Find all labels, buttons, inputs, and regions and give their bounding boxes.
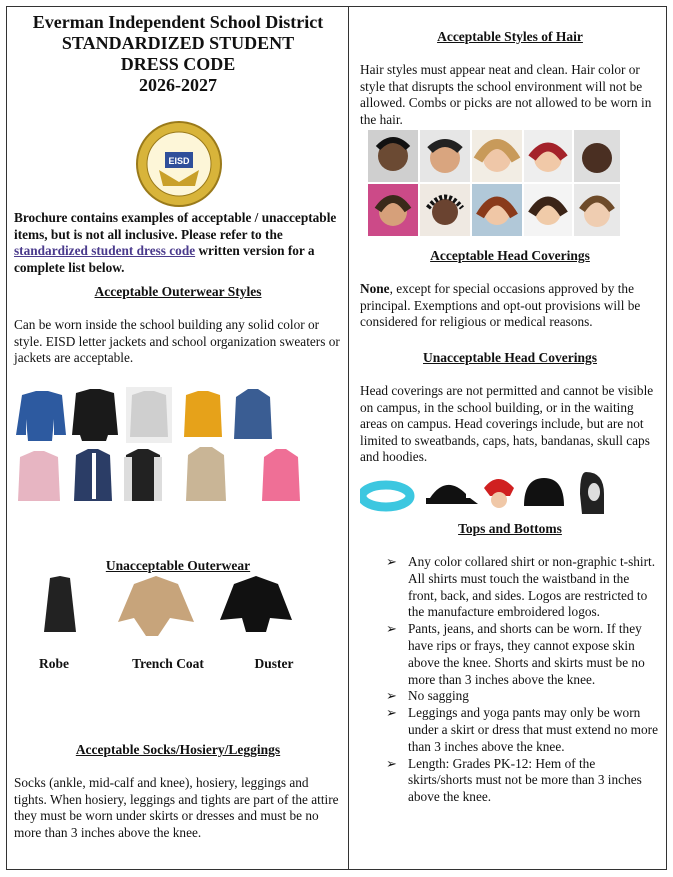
head-acceptable-text: , except for special occasions approved by the principal. Exemptions and opt-out provisions will be considered for religious or medical reasons. <box>360 281 641 329</box>
intro-text <box>14 210 342 276</box>
socks-heading: Acceptable Socks/Hosiery/Leggings <box>75 742 281 757</box>
head-acceptable-body <box>360 281 662 331</box>
letter-jacket-image <box>124 449 162 501</box>
list-item <box>386 705 660 755</box>
hair-photo-8 <box>472 184 522 236</box>
hair-style-images <box>368 130 620 236</box>
title-line-3: DRESS CODE <box>120 54 236 74</box>
arrow-bullet-icon: ➢ <box>386 755 397 771</box>
tops-bullets <box>386 554 660 806</box>
unacceptable-outerwear-heading: Unacceptable Outerwear <box>105 558 251 573</box>
duster-caption: Duster <box>254 656 294 671</box>
hair-photo-4 <box>524 130 572 182</box>
list-item-text: Leggings and yoga pants may only be worn under a skirt or dress that must extend no more than 3 inches above the knee. <box>408 705 658 754</box>
cardigan-image <box>74 449 112 501</box>
list-item <box>386 756 660 806</box>
robe-image <box>44 576 76 632</box>
tops-heading: Tops and Bottoms <box>458 521 562 536</box>
hair-photo-3 <box>472 130 522 182</box>
list-item-text: Length: Grades PK-12: Hem of the skirts/shorts must not be more than 3 inches above the knee. <box>408 755 642 805</box>
trench-coat-image <box>118 576 194 636</box>
list-item-text: Pants, jeans, and shorts can be worn. If they have rips or frays, they cannot expose skin above the knee. Shorts and skirts must be no more than 3 inches above the knee. <box>408 621 645 687</box>
list-item <box>386 621 660 688</box>
arrow-bullet-icon: ➢ <box>386 554 397 569</box>
column-divider <box>348 6 349 870</box>
outerwear-heading: Acceptable Outerwear Styles <box>94 284 262 299</box>
list-item-text: Any color collared shirt or non-graphic t-shirt. All shirts must touch the waistband in the front, back, and sides. Logos are restricted to the manufacture embroidered logos. <box>408 554 656 620</box>
seal-text: EISD <box>168 156 190 166</box>
eisd-seal-logo <box>135 120 223 208</box>
hair-heading: Acceptable Styles of Hair <box>437 29 583 44</box>
cap-icon <box>426 485 478 504</box>
intro-text-before: Brochure contains examples of acceptable / unacceptable items, but is not all inclusive. Please refer to the <box>14 210 337 242</box>
hair-photo-5 <box>574 130 620 182</box>
hair-photo-9 <box>524 184 572 236</box>
title-line-2: STANDARDIZED STUDENT <box>61 33 295 53</box>
intro-text-after: written version for a complete list below. <box>14 243 315 275</box>
acceptable-outerwear-images <box>14 385 334 505</box>
pink-hoodie-image <box>262 449 300 501</box>
arrow-bullet-icon: ➢ <box>386 688 397 704</box>
unacceptable-outerwear-images <box>30 574 310 640</box>
document-title <box>14 12 342 96</box>
hair-photo-7 <box>420 184 470 236</box>
blue-hoodie-image <box>234 389 272 439</box>
list-item <box>386 688 660 705</box>
duster-image <box>220 576 292 632</box>
list-item <box>386 554 660 621</box>
arrow-bullet-icon: ➢ <box>386 621 397 637</box>
arrow-bullet-icon: ➢ <box>386 705 397 721</box>
hoodie-icon <box>580 472 604 514</box>
title-line-1: Everman Independent School District <box>32 12 324 32</box>
pink-jacket-image <box>18 451 60 501</box>
title-line-4: 2026-2027 <box>139 75 217 95</box>
bandana-icon <box>484 479 514 508</box>
hair-photo-2 <box>420 130 470 182</box>
hair-photo-6 <box>368 184 418 236</box>
skull-cap-icon <box>524 478 564 506</box>
list-item-text: No sagging <box>408 688 469 704</box>
socks-body: Socks (ankle, mid-calf and knee), hosiery, leggings and tights. When hosiery, leggings and tights are part of the attire they must be worn under skirts or dresses and must be no more than 3 inches above the knee. <box>14 775 339 840</box>
outerwear-body: Can be worn inside the school building any solid color or style. EISD letter jackets and school organization sweaters or jackets are acceptable. <box>14 317 340 365</box>
yellow-sweater-image <box>184 391 222 437</box>
hair-photo-1 <box>368 130 418 182</box>
head-unacceptable-heading: Unacceptable Head Coverings <box>423 350 597 365</box>
head-acceptable-heading: Acceptable Head Coverings <box>430 248 590 263</box>
robe-caption: Robe <box>39 656 69 671</box>
dress-code-link[interactable]: standardized student dress code <box>14 243 196 258</box>
trench-coat-caption: Trench Coat <box>132 656 204 671</box>
black-jacket-image <box>72 389 118 441</box>
white-jacket-image <box>126 387 172 443</box>
head-acceptable-lead: None <box>360 281 390 296</box>
sweatband-icon <box>362 485 410 507</box>
head-covering-images <box>360 468 620 518</box>
hair-body: Hair styles must appear neat and clean. Hair color or style that disrupts the school environment will not be allowed. Combs or picks are not allowed to be worn in the hair. <box>360 62 652 127</box>
hair-photo-10 <box>574 184 620 236</box>
denim-jacket-image <box>16 391 66 441</box>
head-unacceptable-body: Head coverings are not permitted and cannot be visible on campus, in the school building, or in the waiting areas on campus. Head coverings include, but are not limited to sweatbands, caps, hats, bandanas, skull caps and hoodies. <box>360 383 654 464</box>
shawl-sweater-image <box>186 447 226 501</box>
